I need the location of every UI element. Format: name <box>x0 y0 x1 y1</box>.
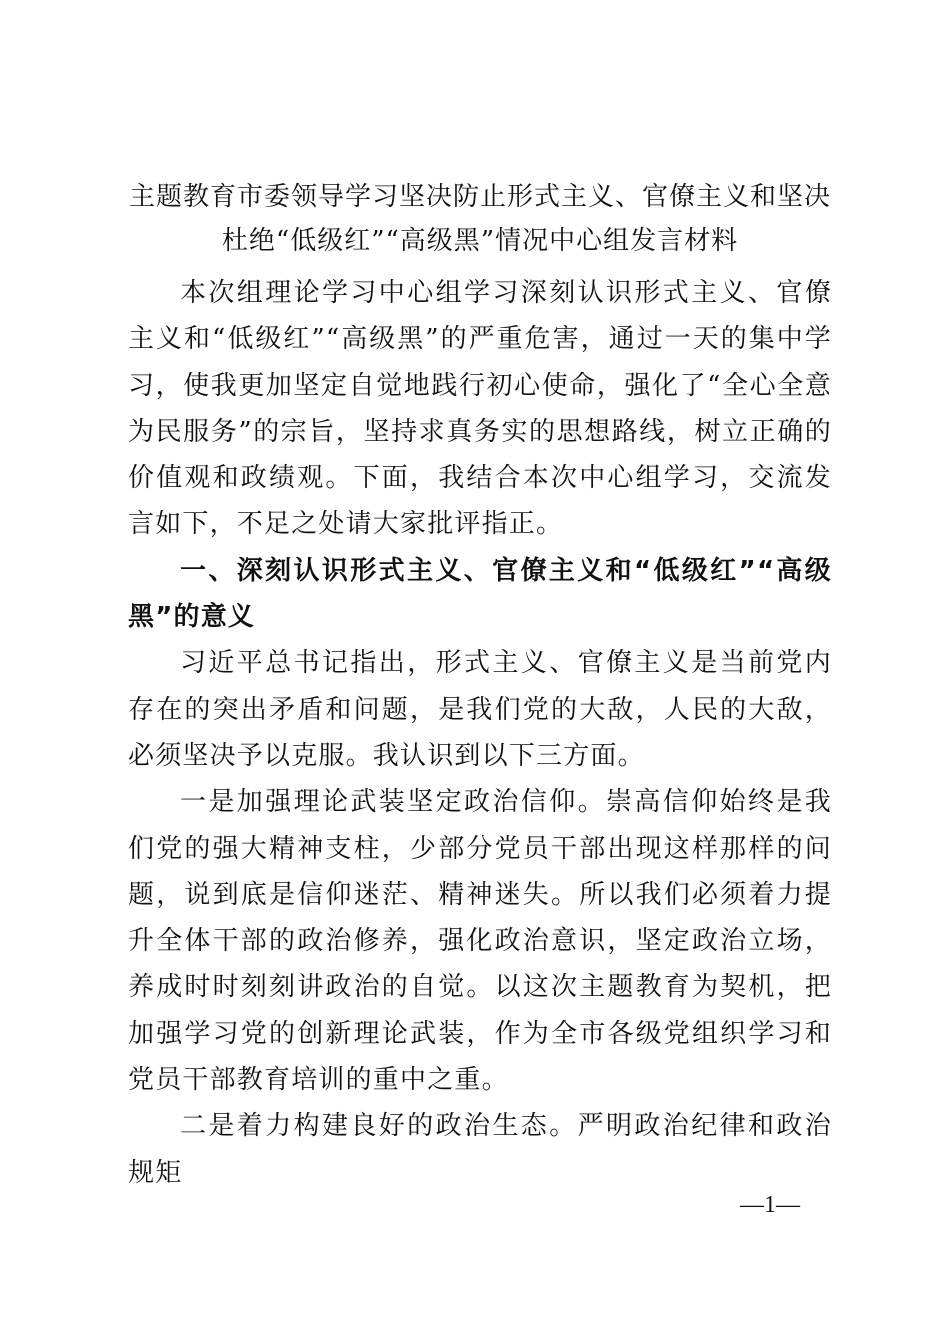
document-body <box>128 270 832 1196</box>
page-number: —1— <box>740 1192 800 1218</box>
body-paragraph: 二是着力构建良好的政治生态。严明政治纪律和政治规矩 <box>128 1111 832 1188</box>
document-title: 主题教育市委领导学习坚决防止形式主义、官僚主义和坚决杜绝“低级红”“高级黑”情况中心组发言材料 <box>128 182 831 256</box>
section-heading: 一、深刻认识形式主义、官僚主义和“低级红”“高级黑”的意义 <box>128 555 832 633</box>
body-paragraph: 习近平总书记指出，形式主义、官僚主义是当前党内存在的突出矛盾和问题，是我们党的大敌，人民的大敌，必须坚决予以克服。我认识到以下三方面。 <box>128 648 832 771</box>
intro-paragraph: 本次组理论学习中心组学习深刻认识形式主义、官僚主义和“低级红”“高级黑”的严重危害，通过一天的集中学习，使我更加坚定自觉地践行初心使命，强化了“全心全意为民服务”的宗旨，坚持求真务实的思想路线，树立正确的价值观和政绩观。下面，我结合本次中心组学习，交流发言如下，不足之处请大家批评指正。 <box>128 278 832 540</box>
body-paragraph: 一是加强理论武装坚定政治信仰。崇高信仰始终是我们党的强大精神支柱，少部分党员干部出现这样那样的问题，说到底是信仰迷茫、精神迷失。所以我们必须着力提升全体干部的政治修养，强化政治意识，坚定政治立场，养成时时刻刻讲政治的自觉。以这次主题教育为契机，把加强学习党的创新理论武装，作为全市各级党组织学习和党员干部教育培训的重中之重。 <box>128 787 832 1096</box>
